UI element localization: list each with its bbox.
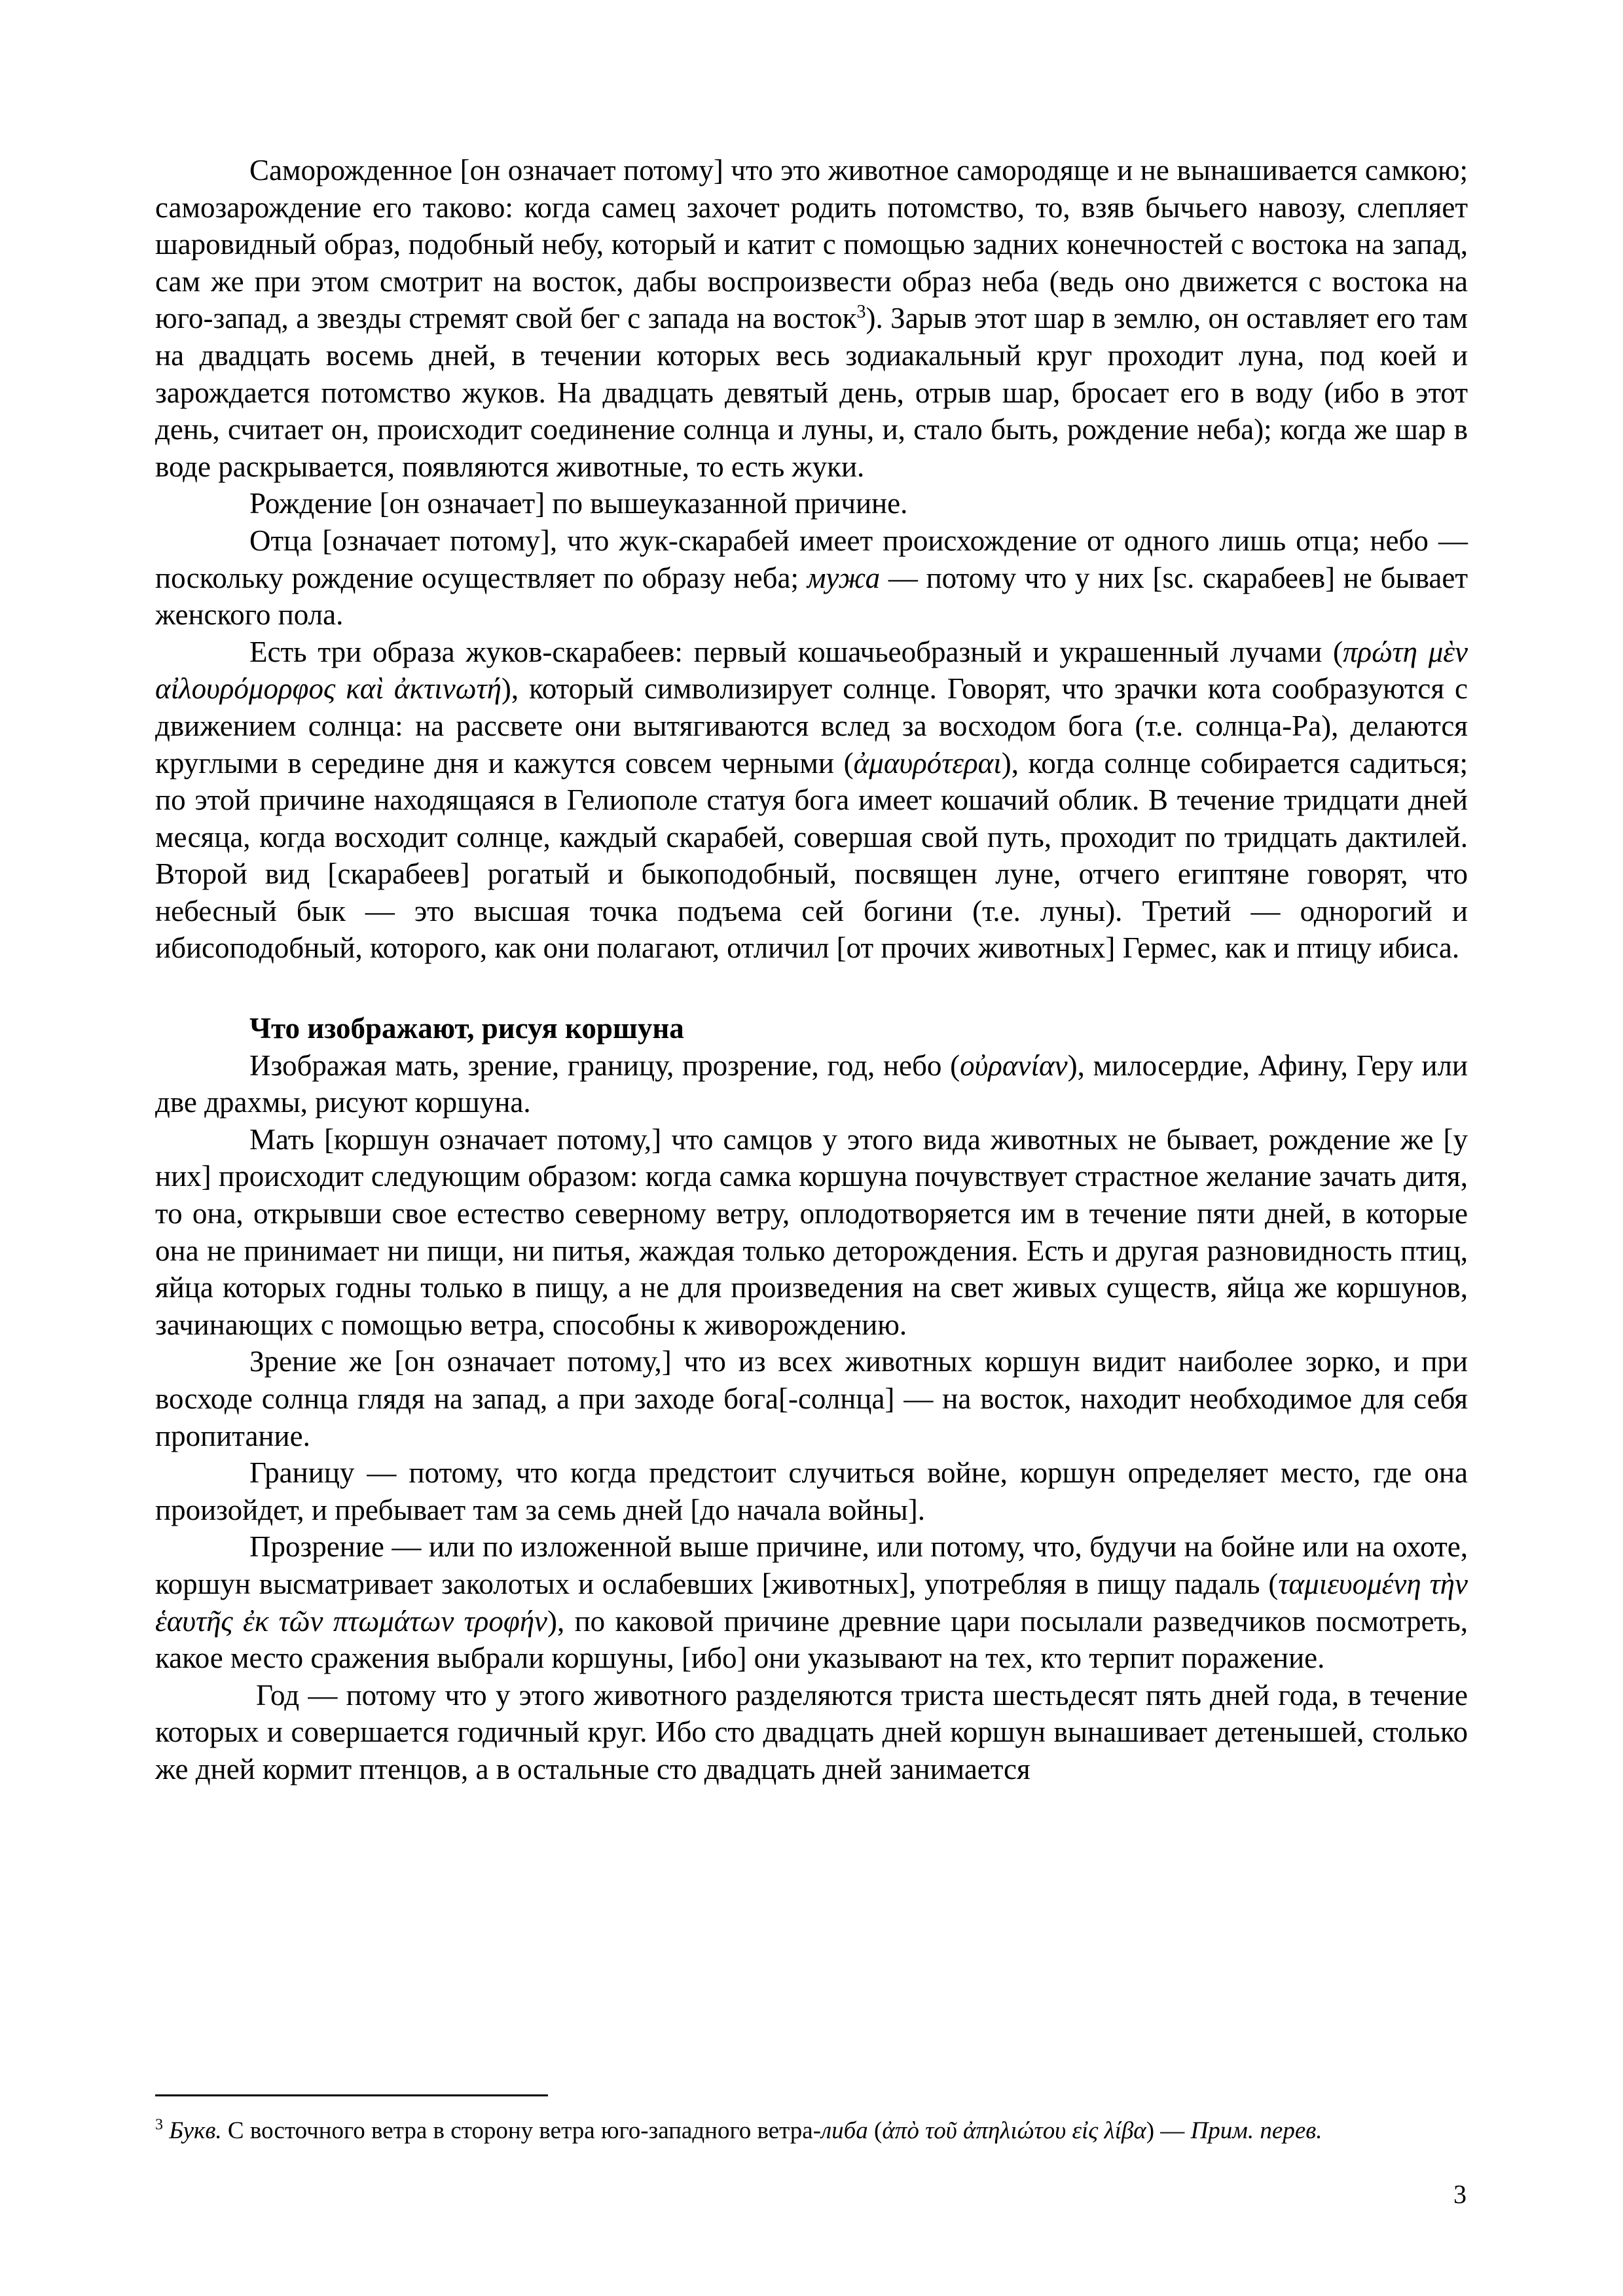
greek-quote: ἀμαυρότεραι (853, 746, 1002, 780)
footnote: $^3$ Букв. С восточного ветра в сторону ветра юго-западного ветра-либа (ἀπὸ τοῦ ἀπηλιώτου εἰς λίβα) — Прим. перев. (155, 2116, 1322, 2144)
greek-quote: ταμιευομένη τὴν ἑαυτῆς ἐκ τῶν πτωμάτων τροφήν (155, 1567, 1468, 1638)
greek-quote: οὐρανίαν (960, 1049, 1068, 1082)
greek-quote: πρώτη μὲν αἰλουρόμορφος καὶ ἀκτινωτή (155, 635, 1468, 706)
paragraph-vulture-intro: Изображая мать, зрение, границу, прозрение, год, небо (οὐρανίαν), милосердие, Афину, Геру или две драхмы, рисуют коршуна. (155, 1049, 1468, 1119)
paragraph-birth: Рождение [он означает] по вышеуказанной причине. (249, 487, 908, 520)
section-heading: Что изображают, рисуя коршуна (249, 1012, 684, 1045)
paragraph-father: Отца [означает потому], что жук-скарабей имеет происхождение от одного лишь отца; небо — поскольку рождение осуществляет по образу неба; мужа — потому что у них [sc. скарабеев] не бывает женского пола. (155, 524, 1468, 632)
footnote-ref[interactable]: 3 (856, 302, 866, 323)
paragraph-year: Год — потому что у этого животного разделяются триста шестьдесят пять дней года, в течение которых и совершается годичный круг. Ибо сто двадцать дней коршун вынашивает детенышей, столько же дней кормит птенцов, а в остальные сто двадцать дней занимается (155, 1678, 1468, 1785)
greek-quote: ἀπὸ τοῦ ἀπηλιώτου εἰς λίβα (882, 2117, 1146, 2144)
paragraph-vision: Зрение же [он означает потому,] что из всех животных коршун видит наиболее зорко, и при восходе солнца глядя на запад, а при заходе бога[-солнца] — на восток, находит необходимое для себя пропитание. (155, 1345, 1468, 1452)
paragraph-scarab-self-born: Саморожденное [он означает потому] что это животное самородяще и не вынашивается самкою; самозарождение его таково: когда самец захочет родить потомство, то, взяв бычьего навозу, слепляет шаровидный образ, подобный небу, который и катит с помощью задних конечностей с востока на запад, сам же при этом смотрит на восток, дабы воспроизвести образ неба (ведь оно движется с востока на юго-запад, а звезды стремят свой бег с запада на восток$^3$). Зарыв этот шар в землю, он оставляет его там на двадцать восемь дней, в течении которых весь зодиакальный круг проходит луна, под коей и зарождается потомство жуков. На двадцать девятый день, отрыв шар, бросает его в воду (ибо в этот день, считает он, происходит соединение солнца и луны, и, стало быть, рождение неба); когда же шар в воде раскрывается, появляются животные, то есть жуки. (155, 154, 1468, 483)
paragraph-border: Границу — потому, что когда предстоит случиться войне, коршун определяет место, где она произойдет, и пребывает там за семь дней [до начала войны]. (155, 1456, 1468, 1526)
paragraph-foresight: Прозрение — или по изложенной выше причине, или потому, что, будучи на бойне или на охоте, коршун высматривает заколотых и ослабевших [животных], употребляя в пищу падаль (ταμιευομένη τὴν ἑαυτῆς ἐκ τῶν πτωμάτων τροφήν), по каковой причине древние цари посылали разведчиков посмотреть, какое место сражения выбрали коршуны, [ибо] они указывают на тех, кто терпит поражение. (155, 1530, 1468, 1675)
footnote-number: 3 (155, 2116, 163, 2134)
paragraph-mother: Мать [коршун означает потому,] что самцов у этого вида животных не бывает, рождение же [у них] происходит следующим образом: когда самка коршуна почувствует страстное желание зачать дитя, то она, открывши свое естество северному ветру, оплодотворяется им в течение пяти дней, в которые она не принимает ни пищи, ни питья, жаждая только деторождения. Есть и другая разновидность птиц, яйца которых годны только в пищу, а не для произведения на свет живых существ, яйца же коршунов, зачинающих с помощью ветра, способны к живорождению. (155, 1122, 1468, 1341)
page-number: 3 (1453, 2179, 1467, 2209)
paragraph-three-scarabs: Есть три образа жуков-скарабеев: первый кошачьеобразный и украшенный лучами (πρώτη μὲν αἰλουρόμορφος καὶ ἀκτινωτή), который символизирует солнце. Говорят, что зрачки кота сообразуются с движением солнца: на рассвете они вытягиваются вслед за восходом бога (т.е. солнца-Ра), делаются круглыми в середине дня и кажутся совсем черными (ἀμαυρότεραι), когда солнце собирается садиться; по этой причине находящаяся в Гелиополе статуя бога имеет кошачий облик. В течение тридцати дней месяца, когда восходит солнце, каждый скарабей, совершая свой путь, проходит по тридцать дактилей. Второй вид [скарабеев] рогатый и быкоподобный, посвящен луне, отчего египтяне говорят, что небесный бык — это высшая точка подъема сей богини (т.е. луны). Третий — однорогий и ибисоподобный, которого, как они полагают, отличил [от прочих животных] Гермес, как и птицу ибиса. (155, 635, 1468, 965)
main-text (155, 152, 1468, 1788)
footnote-separator (155, 2094, 548, 2096)
